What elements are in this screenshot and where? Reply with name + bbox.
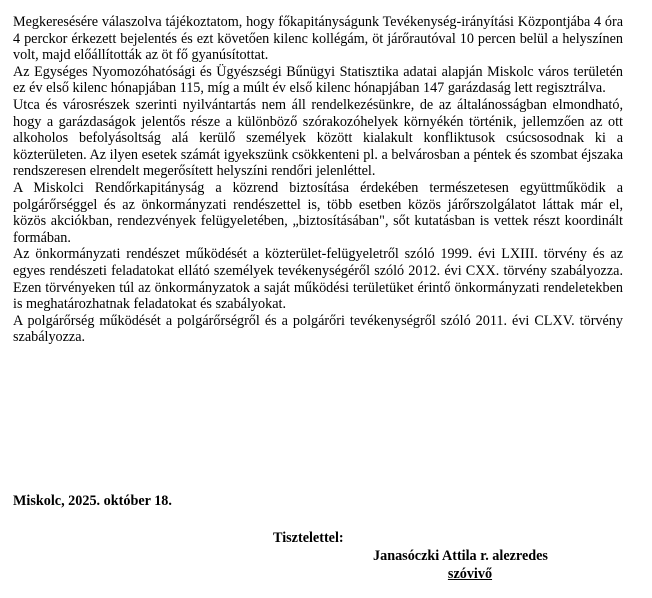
letter-body [13,14,623,346]
paragraph-statistics: Az Egységes Nyomozóhatósági és Ügyészségi Bűnügyi Statisztika adatai alapján Miskolc város területén ez év első kilenc hónapjában 115, míg a múlt év első kilenc hónapjában 147 garázdaság lett regisztrálva. [13,63,623,97]
paragraph-response: Megkeresésére válaszolva tájékoztatom, hogy főkapitányságunk Tevékenység-irányítási Központjába 4 óra 4 perckor érkezett bejelentés és ezt követően kilenc kollégám, öt járőrautóval 10 percen belül a helyszínen volt, majd előállították az öt fő gyanúsítottat. [13,14,623,64]
paragraph-municipal-law: Az önkormányzati rendészet működését a közterület-felügyeletről szóló 1999. évi LXIII. törvény és az egyes rendészeti feladatokat ellátó személyek tevékenységéről szóló 2012. évi CXX. törvény szabályozza. Ezen törvényeken túl az önkormányzatok a saját működési területüket érintő önkormányzati rendeletekben is meghatározhatnak feladatokat és szabályokat. [13,246,623,313]
paragraph-civil-guard-law: A polgárőrség működését a polgárőrségről és a polgárőri tevékenységről szóló 2011. évi CLXV. törvény szabályozza. [13,312,623,346]
closing-salutation: Tisztelettel: [273,530,344,546]
paragraph-locations: Utca és városrészek szerinti nyilvántartás nem áll rendelkezésünkre, de az általánosságban elmondható, hogy a garázdaságok jelentős része a különböző szórakozóhelyek környékén történik, jellemzően az ott alkoholos befolyásoltság alá kerülő személyek között kialakult konfliktusok csúcsosodnak ki a közterületen. Az ilyen esetek számát igyekszünk csökkenteni pl. a belvárosban a péntek és szombat éjszaka rendszeresen elrendelt megerősített helyszíni rendőri jelenléttel. [13,96,623,180]
signer-name: Janasóczki Attila r. alezredes [373,548,548,564]
date-line: Miskolc, 2025. október 18. [13,493,172,509]
paragraph-cooperation: A Miskolci Rendőrkapitányság a közrend biztosítása érdekében természetesen együttműködik a polgárőrséggel és az önkormányzati rendészettel is, több esetben közös járőrszolgálatot láttak már el, közös akciókban, rendezvények felügyeletében, „biztosításában", sőt kutatásban is vettek részt koordinált formában. [13,179,623,246]
signer-role: szóvivő [447,566,493,582]
